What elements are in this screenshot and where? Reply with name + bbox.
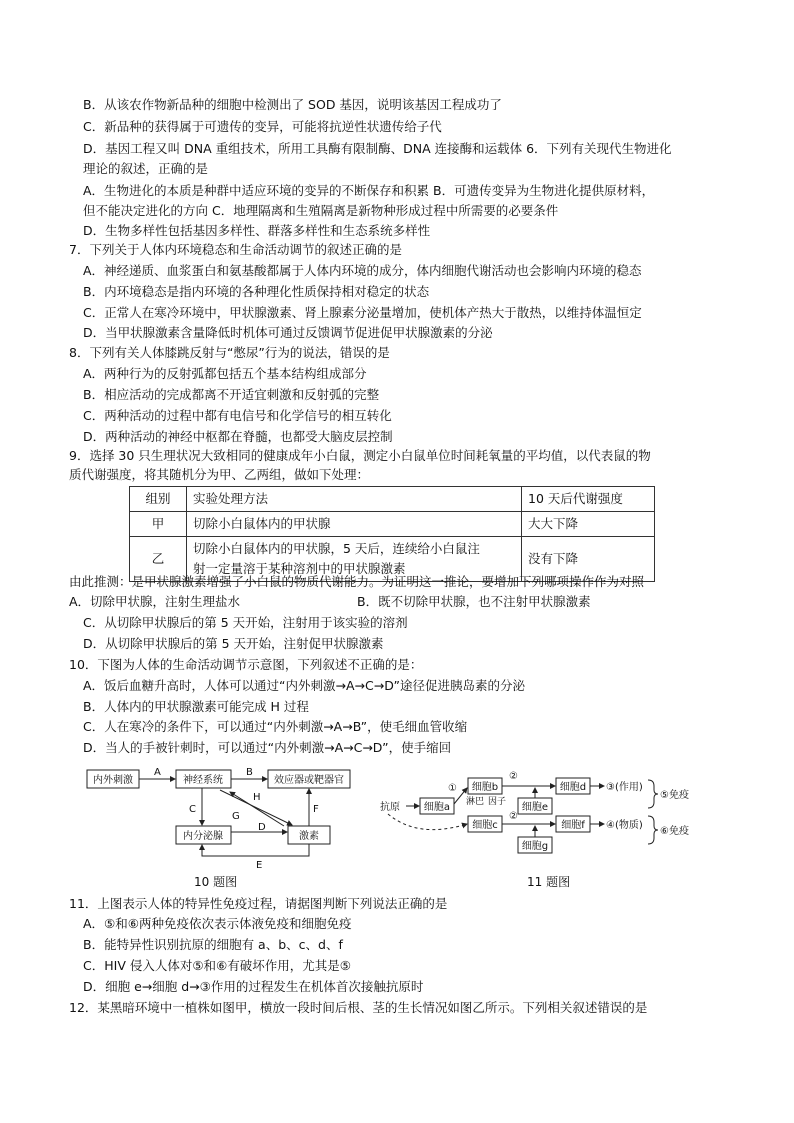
table-header-cell: 组别	[130, 487, 187, 512]
table-header-cell: 10 天后代谢强度	[522, 487, 655, 512]
q9-option-d: D．从切除甲状腺后的第 5 天开始，注射促甲状腺激素	[83, 636, 384, 651]
fig11-out-4: ④(物质)	[606, 820, 643, 831]
q9-option-b: B．既不切除甲状腺，也不注射甲状腺激素	[357, 594, 591, 609]
q8-option-a: A．两种行为的反射弧都包括五个基本结构组成部分	[83, 366, 367, 381]
q7-option-b: B．内环境稳态是指内环境的各种理化性质保持相对稳定的状态	[83, 284, 430, 299]
fig11-circle-1: ①	[448, 783, 457, 794]
fig11-lymph: 淋巴	[466, 797, 485, 807]
table-cell: 乙	[130, 537, 187, 582]
fig11-cell-f: 细胞f	[561, 820, 585, 831]
fig11-factor: 因子	[488, 797, 507, 807]
q8-stem: 8．下列有关人体膝跳反射与“憋尿”行为的说法，错误的是	[69, 345, 390, 360]
fig11-cell-b: 细胞b	[471, 782, 499, 793]
q10-stem: 10．下图为人体的生命活动调节示意图，下列叙述不正确的是：	[69, 657, 423, 672]
figure-10-caption: 10 题图	[194, 875, 238, 889]
q12-stem: 12．某黑暗环境中一植株如图甲，横放一段时间后根、茎的生长情况如图乙所示。下列相关叙述错误的是	[69, 1000, 648, 1015]
fig11-out-3: ③(作用)	[606, 782, 643, 793]
q9-inference: 由此推测：是甲状腺激素增强了小白鼠的物质代谢能力。为证明这一推论，要增加下列哪项操作作为对照	[69, 574, 645, 589]
q9-stem-cont: 质代谢强度，将其随机分为甲、乙两组，做如下处理：	[69, 467, 370, 482]
fig10-stim-label: 内外刺激	[93, 775, 133, 786]
q11-option-c: C．HIV 侵入人体对⑤和⑥有破坏作用，尤其是⑤	[83, 958, 351, 973]
q9-option-c: C．从切除甲状腺后的第 5 天开始，注射用于该实验的溶剂	[83, 615, 408, 630]
q11-option-d: D．细胞 e→细胞 d→③作用的过程发生在机体首次接触抗原时	[83, 979, 424, 994]
table-cell: 没有下降	[522, 537, 655, 582]
fig10-nerve-label: 神经系统	[183, 775, 223, 786]
q7-option-a: A．神经递质、血浆蛋白和氨基酸都属于人体内环境的成分，体内细胞代谢活动也会影响内环境的稳态	[83, 263, 642, 278]
q8-option-b: B．相应活动的完成都离不开适宜刺激和反射弧的完整	[83, 387, 380, 402]
q5-option-d: D．基因工程又叫 DNA 重组技术，所用工具酶有限制酶、DNA 连接酶和运载体 6．下列有关现代生物进化	[83, 141, 672, 156]
q11-option-a: A．⑤和⑥两种免疫依次表示体液免疫和细胞免疫	[83, 916, 352, 931]
q6-option-a: A．生物进化的本质是种群中适应环境的变异的不断保存和积累 B．可遗传变异为生物进化提供原材料，	[83, 183, 655, 198]
q9-stem: 9．选择 30 只生理状况大致相同的健康成年小白鼠，测定小白鼠单位时间耗氧量的平均值，以代表鼠的物	[69, 448, 651, 463]
q6-option-d: D．生物多样性包括基因多样性、群落多样性和生态系统多样性	[83, 223, 431, 238]
q6-option-a-cont: 但不能决定进化的方向 C．地理隔离和生殖隔离是新物种形成过程中所需要的必要条件	[83, 203, 559, 218]
fig11-cell-d: 细胞d	[559, 782, 587, 793]
table-cell: 大大下降	[522, 512, 655, 537]
figure-11-diagram	[378, 764, 713, 864]
q7-option-c: C．正常人在寒冷环境中，甲状腺激素、肾上腺素分泌量增加，使机体产热大于散热，以维持体温恒定	[83, 305, 642, 320]
fig11-cell-a: 细胞a	[423, 802, 451, 813]
arrow-label-d: D	[258, 822, 266, 833]
arrow-label-b: B	[246, 767, 253, 778]
table-cell: 甲	[130, 512, 187, 537]
fig10-hormone-label: 激素	[299, 831, 319, 842]
fig11-immunity-5: ⑤免疫	[660, 790, 689, 801]
arrow-label-h: H	[253, 792, 261, 803]
q5-option-b: B．从该农作物新品种的细胞中检测出了 SOD 基因，说明该基因工程成功了	[83, 97, 502, 112]
fig11-antigen: 抗原	[380, 802, 400, 813]
fig11-circle-2a: ②	[509, 771, 518, 782]
table-row	[130, 512, 655, 537]
fig10-gland-label: 内分泌腺	[183, 831, 223, 842]
figure-11-caption: 11 题图	[527, 875, 571, 889]
q8-option-d: D．两种活动的神经中枢都在脊髓，也都受大脑皮层控制	[83, 429, 393, 444]
arrow-label-f: F	[313, 804, 319, 815]
q10-option-a: A．饭后血糖升高时，人体可以通过“内外刺激→A→C→D”途径促进胰岛素的分泌	[83, 678, 525, 693]
q10-option-c: C．人在寒冷的条件下，可以通过“内外刺激→A→B”，使毛细血管收缩	[83, 719, 468, 734]
fig11-circle-2b: ②	[509, 811, 518, 822]
arrow-label-c: C	[189, 804, 196, 815]
q7-stem: 7．下列关于人体内环境稳态和生命活动调节的叙述正确的是	[69, 242, 402, 257]
arrow-label-g: G	[232, 811, 240, 822]
q9-option-a: A．切除甲状腺，注射生理盐水	[69, 594, 241, 609]
table-cell-line: 射一定量溶于某种溶剂中的甲状腺激素	[193, 561, 406, 576]
table-header-row	[130, 487, 655, 512]
arrow-label-e: E	[256, 860, 263, 871]
fig11-immunity-6: ⑥免疫	[660, 826, 689, 837]
table-header-cell: 实验处理方法	[187, 487, 522, 512]
fig10-effector-label: 效应器或靶器官	[274, 775, 344, 786]
q10-option-b: B．人体内的甲状腺激素可能完成 H 过程	[83, 699, 309, 714]
experiment-table	[129, 486, 655, 582]
fig11-cell-g: 细胞g	[521, 841, 549, 852]
q6-stem-cont: 理论的叙述，正确的是	[83, 161, 209, 176]
arrow-label-a: A	[154, 767, 161, 778]
fig11-cell-c: 细胞c	[472, 820, 498, 831]
q10-option-d: D．当人的手被针刺时，可以通过“内外刺激→A→C→D”，使手缩回	[83, 740, 452, 755]
table-cell-line: 切除小白鼠体内的甲状腺，5 天后，连续给小白鼠注	[193, 541, 480, 556]
q8-option-c: C．两种活动的过程中都有电信号和化学信号的相互转化	[83, 408, 392, 423]
q11-stem: 11．上图表示人体的特异性免疫过程，请据图判断下列说法正确的是	[69, 896, 448, 911]
table-cell: 切除小白鼠体内的甲状腺	[187, 512, 522, 537]
figure-11	[378, 764, 713, 864]
q7-option-d: D．当甲状腺激素含量降低时机体可通过反馈调节促进促甲状腺激素的分泌	[83, 325, 493, 340]
q11-option-b: B．能特异性识别抗原的细胞有 a、b、c、d、f	[83, 937, 343, 952]
fig11-cell-e: 细胞e	[521, 802, 549, 813]
q5-option-c: C．新品种的获得属于可遗传的变异，可能将抗逆性状遗传给子代	[83, 119, 442, 134]
